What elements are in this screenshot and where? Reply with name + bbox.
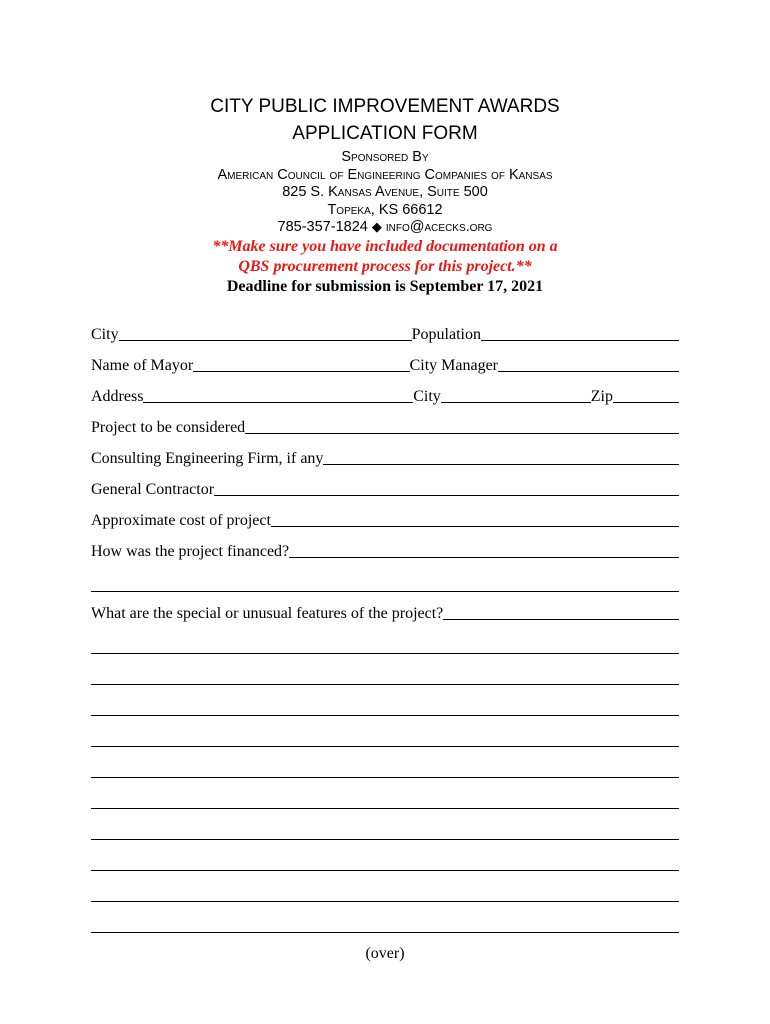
zip-field[interactable] — [613, 386, 679, 403]
population-field[interactable] — [481, 324, 679, 341]
features-line[interactable] — [91, 715, 679, 716]
project-cost-field[interactable] — [271, 510, 679, 527]
features-line[interactable] — [91, 839, 679, 840]
mayor-field[interactable] — [193, 355, 409, 372]
contractor-row — [91, 477, 679, 499]
features-line[interactable] — [91, 870, 679, 871]
consulting-firm-field[interactable] — [323, 448, 679, 465]
features-line[interactable] — [91, 932, 679, 933]
city-manager-field[interactable] — [498, 355, 679, 372]
cost-row — [91, 508, 679, 530]
phone-number: 785-357-1824 — [277, 219, 368, 235]
address-row — [91, 384, 679, 406]
features-line[interactable] — [91, 808, 679, 809]
sponsored-by: Sponsored By — [341, 149, 429, 165]
mayor-label: Name of Mayor — [91, 357, 194, 374]
special-features-label: What are the special or unusual features of the project? — [91, 605, 444, 622]
features-line[interactable] — [91, 746, 679, 747]
form-title-line2: APPLICATION FORM — [292, 123, 478, 144]
address-city-field[interactable] — [441, 386, 591, 403]
consulting-row — [91, 446, 679, 468]
financed-row — [91, 539, 679, 561]
email-address: info@acecks.org — [385, 219, 493, 235]
city-field[interactable] — [119, 324, 412, 341]
features-line[interactable] — [91, 684, 679, 685]
special-features-field[interactable] — [443, 603, 679, 620]
project-label: Project to be considered — [91, 419, 246, 436]
features-line[interactable] — [91, 777, 679, 778]
organization-name: American Council of Engineering Companies of Kansas — [217, 167, 553, 183]
general-contractor-field[interactable] — [214, 479, 679, 496]
diamond-separator-icon: ◆ — [371, 219, 382, 234]
form-title-line1: CITY PUBLIC IMPROVEMENT AWARDS — [210, 96, 560, 117]
address-city-label: City — [413, 388, 441, 405]
organization-address: 825 S. Kansas Avenue, Suite 500 — [282, 184, 488, 200]
contact-line — [0, 218, 770, 236]
features-row — [91, 601, 679, 623]
financing-extra-line[interactable] — [91, 591, 679, 592]
organization-city: Topeka, KS 66612 — [327, 202, 443, 218]
city-manager-label: City Manager — [409, 357, 498, 374]
project-row — [91, 415, 679, 437]
page-over-note: (over) — [365, 945, 405, 962]
features-line[interactable] — [91, 653, 679, 654]
project-field[interactable] — [245, 417, 679, 434]
qbs-notice-line2: QBS procurement process for this project.** — [238, 258, 532, 275]
zip-label: Zip — [590, 388, 613, 405]
address-label: Address — [91, 388, 144, 405]
financing-field[interactable] — [289, 541, 679, 558]
mayor-manager-row — [91, 353, 679, 375]
address-field[interactable] — [143, 386, 413, 403]
project-cost-label: Approximate cost of project — [91, 512, 271, 529]
features-line[interactable] — [91, 901, 679, 902]
city-label: City — [91, 326, 119, 343]
submission-deadline: Deadline for submission is September 17, 2021 — [226, 278, 544, 295]
population-label: Population — [411, 326, 481, 343]
consulting-firm-label: Consulting Engineering Firm, if any — [91, 450, 324, 467]
general-contractor-label: General Contractor — [91, 481, 215, 498]
financing-label: How was the project financed? — [91, 543, 290, 560]
city-population-row — [91, 322, 679, 344]
qbs-notice-line1: **Make sure you have included documentation on a — [212, 238, 558, 255]
